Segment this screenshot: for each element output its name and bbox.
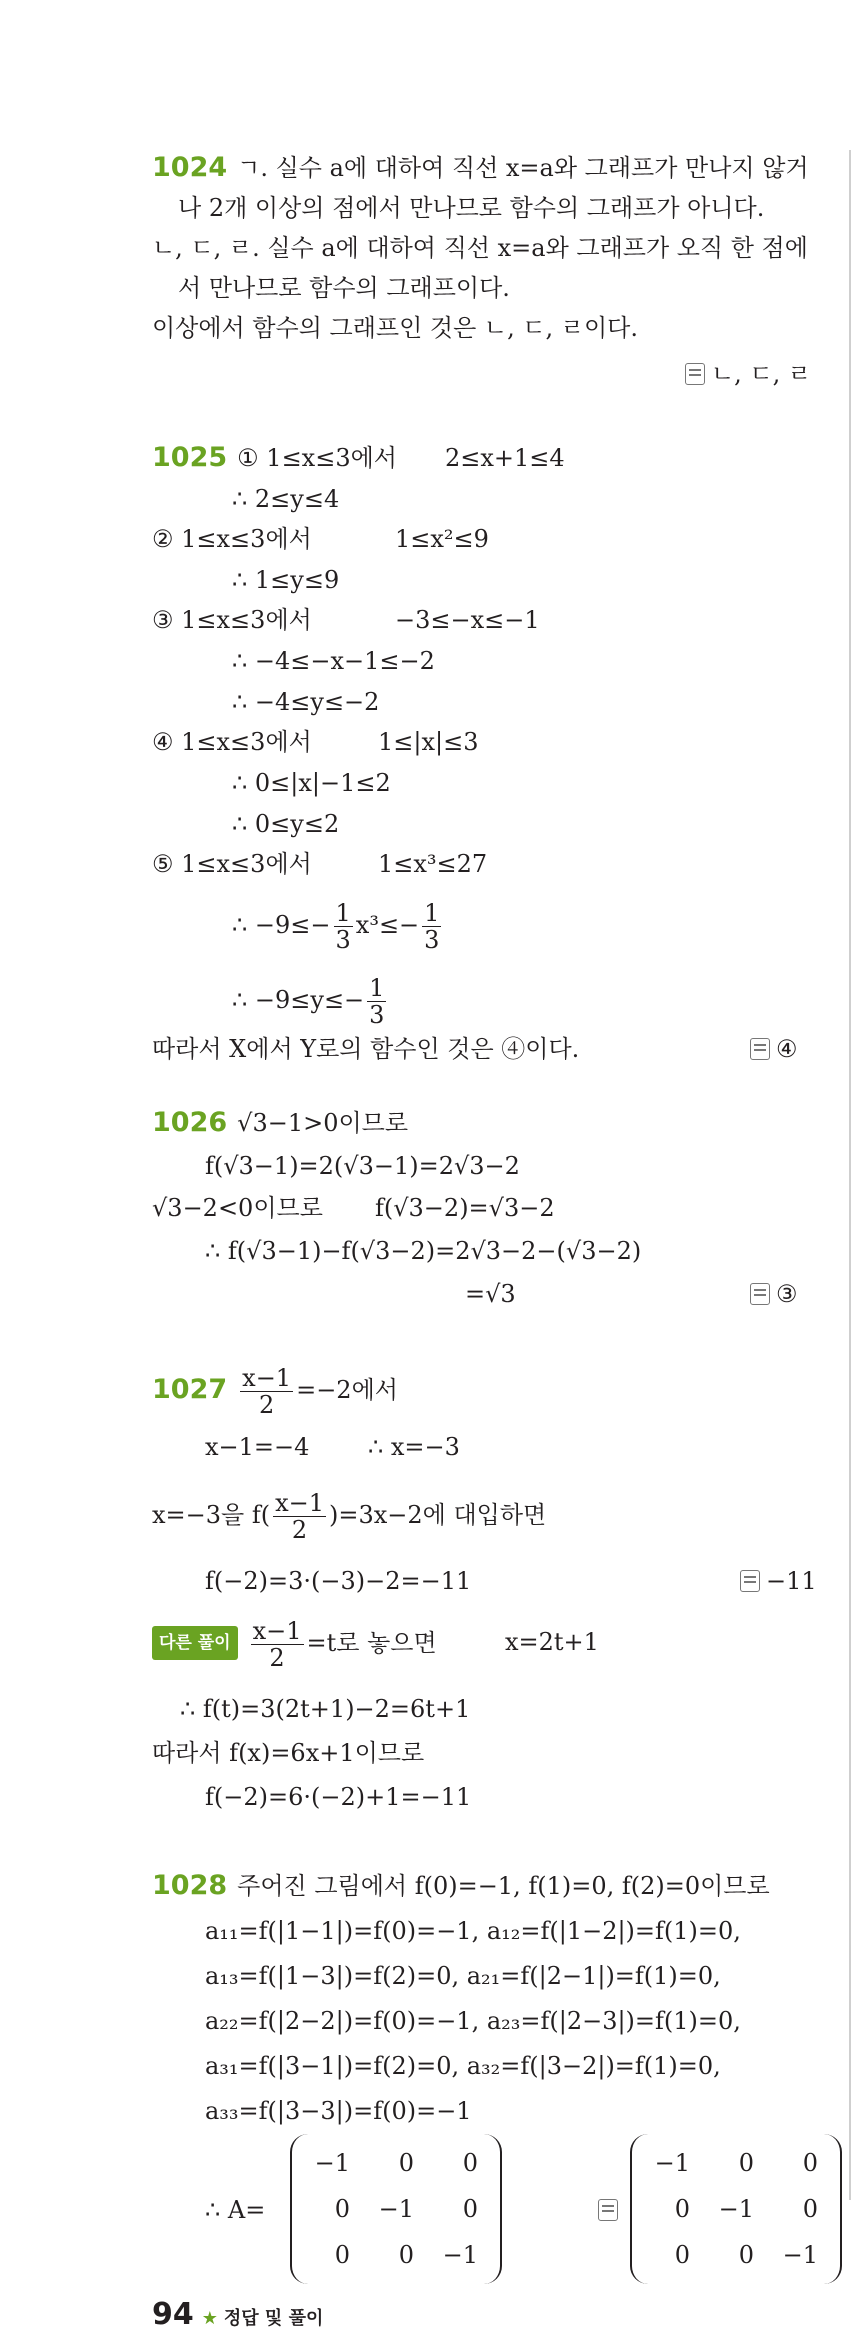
answer-1024: ㄴ, ㄷ, ㄹ [685,358,811,390]
fraction: $\frac{x-1}{2}$ [252,1617,302,1672]
matrix-cell: 0 [334,2241,350,2269]
problem-1026-line-2: f(√3−1)=2(√3−1)=2√3−2 [205,1152,520,1180]
page-footer [152,2297,323,2332]
star-icon: ★ [201,2308,218,2329]
matrix-cell: 0 [802,2149,818,2177]
problem-1024-line-3: ㄴ, ㄷ, ㄹ. 실수 a에 대하여 직선 x=a와 그래프가 오직 한 점에 [152,234,808,262]
problem-number: 1028 [152,1870,228,1901]
problem-1025-line-12: ∴ −9≤− $\frac{1}{3}$ x³≤− $\frac{1}{3}$ [232,899,440,954]
problem-1025-line-3: ② 1≤x≤3에서 [152,525,312,553]
matrix-cell: −1 [782,2241,818,2269]
problem-1026-line-5: =√3 [465,1280,516,1308]
problem-1028-line-3: a₁₃=f(|1−3|)=f(2)=0, a₂₁=f(|2−1|)=f(1)=0, [205,1962,721,1990]
answer-icon [750,1283,770,1305]
answer-1026: ③ [750,1278,798,1310]
matrix-row [640,2140,832,2186]
problem-1027-alt-line-1c: x=2t+1 [505,1628,599,1656]
problem-1027-line-2b: ∴ x=−3 [368,1433,460,1461]
problem-1025-line-8b: 1≤|x|≤3 [378,728,479,756]
problem-1026-line-3: √3−2<0이므로 [152,1194,323,1222]
problem-1026-line-3b: f(√3−2)=√3−2 [375,1194,555,1222]
problem-1026-line-1: 1026 √3−1>0이므로 [152,1107,409,1138]
problem-1027-alt-line-4: f(−2)=6·(−2)+1=−11 [205,1783,472,1811]
problem-1027-alt-line-2: ∴ f(t)=3(2t+1)−2=6t+1 [180,1695,471,1723]
problem-1024-line-2: 나 2개 이상의 점에서 만나므로 함수의 그래프가 아니다. [178,194,765,222]
right-margin-rule [849,150,851,2200]
fraction: $\frac{1}{3}$ [335,899,351,954]
right-parenthesis [824,2134,842,2284]
problem-1024-line-4: 서 만나므로 함수의 그래프이다. [178,274,510,302]
problem-1028-line-5: a₃₁=f(|3−1|)=f(2)=0, a₃₂=f(|3−2|)=f(1)=0, [205,2052,721,2080]
answer-icon [750,1038,770,1060]
problem-1025-line-2: ∴ 2≤y≤4 [232,485,340,513]
problem-1024-line-1: 1024 ㄱ. 실수 a에 대하여 직선 x=a와 그래프가 만나지 않거 [152,152,809,183]
problem-1025-line-9: ∴ 0≤|x|−1≤2 [232,769,391,797]
matrix-cell: 0 [674,2195,690,2223]
alternate-solution-badge: 다른 풀이 [152,1626,238,1660]
page-number: 94 [152,2297,194,2332]
answer-icon [685,363,705,385]
problem-1025-line-1: 1025 ① 1≤x≤3에서 [152,442,397,473]
problem-1028-line-2: a₁₁=f(|1−1|)=f(0)=−1, a₁₂=f(|1−2|)=f(1)=0, [205,1917,741,1945]
matrix-row [300,2140,492,2186]
matrix-cell: 0 [398,2241,414,2269]
matrix-cell: 0 [462,2195,478,2223]
problem-1025-line-13: ∴ −9≤y≤− $\frac{1}{3}$ [232,974,385,1029]
answer-1025: ④ [750,1033,798,1065]
answer-1028-icon-wrap [598,2194,624,2226]
problem-1027-line-2: x−1=−4 [205,1433,310,1461]
problem-number: 1024 [152,152,228,183]
matrix-cell: −1 [378,2195,414,2223]
problem-1025-line-11: ⑤ 1≤x≤3에서 [152,850,312,878]
answer-matrix-table [640,2140,832,2278]
problem-1025-line-3b: 1≤x²≤9 [395,525,489,553]
fraction: $\frac{x-1}{2}$ [242,1364,292,1419]
left-parenthesis [630,2134,648,2284]
matrix-cell: −1 [314,2149,350,2177]
problem-1025-line-14: 따라서 X에서 Y로의 함수인 것은 ④이다. [152,1035,580,1063]
matrix-A-table [300,2140,492,2278]
problem-1025-line-5b: −3≤−x≤−1 [395,606,540,634]
matrix-cell: 0 [398,2149,414,2177]
matrix-cell: 0 [462,2149,478,2177]
answer-1027: −11 [740,1565,817,1597]
matrix-cell: −1 [654,2149,690,2177]
problem-1028-line-6: a₃₃=f(|3−3|)=f(0)=−1 [205,2097,472,2125]
problem-1025-line-1b: 2≤x+1≤4 [445,444,565,472]
matrix-row [300,2186,492,2232]
problem-1025-line-7: ∴ −4≤y≤−2 [232,688,380,716]
footer-title: 정답 및 풀이 [223,2308,324,2329]
problem-1027-line-1: 1027 $\frac{x-1}{2}$ =−2에서 [152,1364,398,1419]
problem-1025-line-8: ④ 1≤x≤3에서 [152,728,312,756]
matrix-cell: 0 [674,2241,690,2269]
problem-1024-line-5: 이상에서 함수의 그래프인 것은 ㄴ, ㄷ, ㄹ이다. [152,314,638,342]
left-parenthesis [290,2134,308,2284]
problem-1025-line-6: ∴ −4≤−x−1≤−2 [232,647,435,675]
answer-icon [598,2199,618,2221]
problem-1028-line-1: 1028 주어진 그림에서 f(0)=−1, f(1)=0, f(2)=0이므로 [152,1870,770,1901]
problem-1025-line-5: ③ 1≤x≤3에서 [152,606,312,634]
problem-1028-line-4: a₂₂=f(|2−2|)=f(0)=−1, a₂₃=f(|2−3|)=f(1)=0, [205,2007,741,2035]
matrix-row [640,2232,832,2278]
problem-number: 1027 [152,1374,228,1405]
fraction: $\frac{x-1}{2}$ [275,1489,325,1544]
fraction: $\frac{1}{3}$ [369,974,385,1029]
right-parenthesis [484,2134,502,2284]
fraction: $\frac{1}{3}$ [424,899,440,954]
matrix-row [640,2186,832,2232]
matrix-cell: −1 [442,2241,478,2269]
problem-1025-line-10: ∴ 0≤y≤2 [232,810,340,838]
answer-1028-matrix [640,2140,832,2278]
problem-1027-line-3: x=−3을 f( $\frac{x-1}{2}$ )=3x−2에 대입하면 [152,1489,547,1544]
problem-1027-line-4: f(−2)=3·(−3)−2=−11 [205,1567,472,1595]
matrix-cell: −1 [718,2195,754,2223]
problem-number: 1026 [152,1107,228,1138]
matrix-cell: 0 [802,2195,818,2223]
matrix-A [300,2140,492,2278]
problem-1025-line-4: ∴ 1≤y≤9 [232,566,340,594]
matrix-cell: 0 [334,2195,350,2223]
matrix-cell: 0 [738,2149,754,2177]
matrix-cell: 0 [738,2241,754,2269]
problem-1026-line-4: ∴ f(√3−1)−f(√3−2)=2√3−2−(√3−2) [205,1237,642,1265]
answer-icon [740,1570,760,1592]
problem-1028-line-7: ∴ A= [205,2196,266,2224]
matrix-row [300,2232,492,2278]
problem-1027-alt-line-1: 다른 풀이 $\frac{x-1}{2}$ =t로 놓으면 [152,1618,437,1671]
problem-1027-alt-line-3: 따라서 f(x)=6x+1이므로 [152,1739,425,1767]
problem-1025-line-11b: 1≤x³≤27 [378,850,488,878]
problem-number: 1025 [152,442,228,473]
